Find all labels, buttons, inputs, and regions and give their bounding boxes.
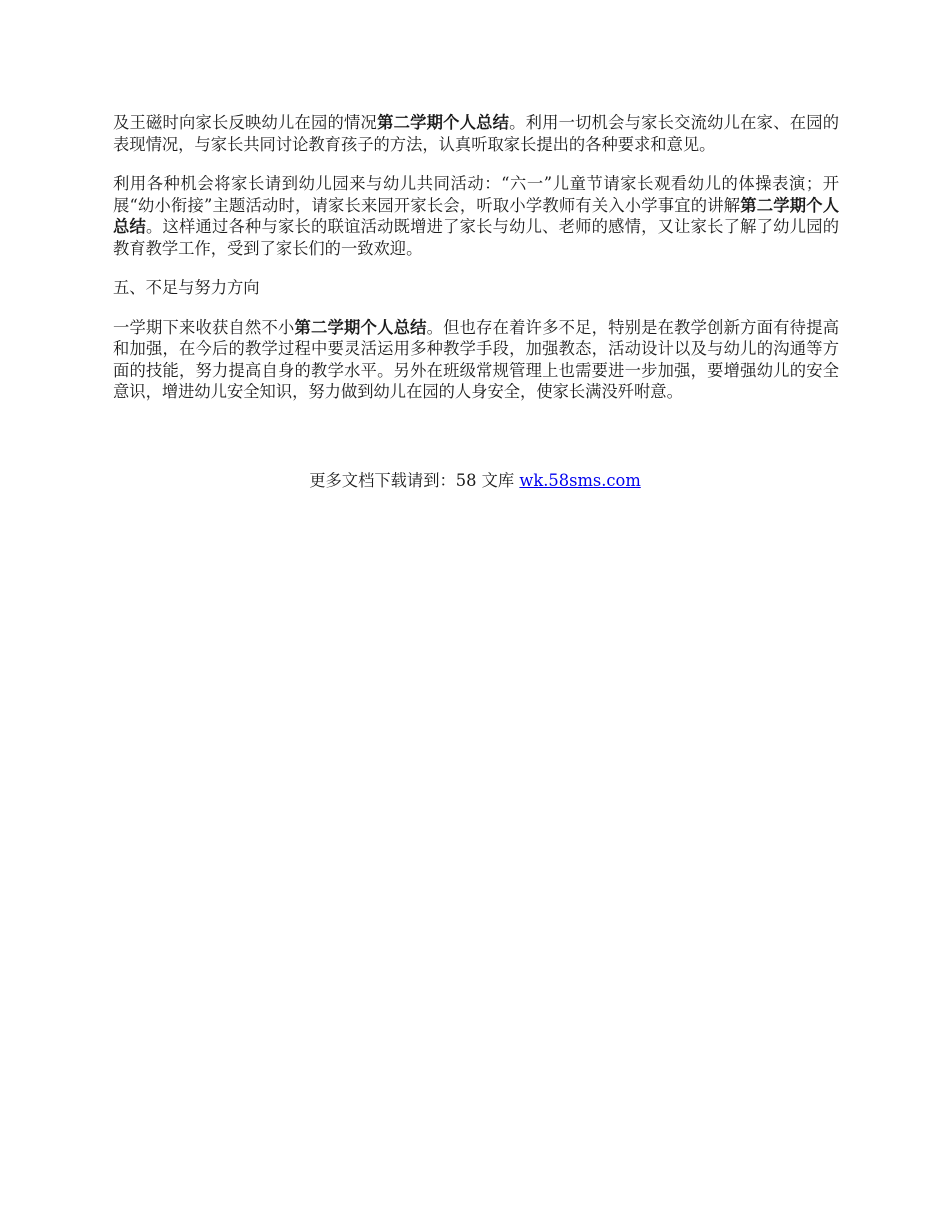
- paragraph-parent-communication: [113, 112, 839, 155]
- inline-bold-title: 第二学期个人总结: [294, 317, 427, 337]
- paragraph-text: 利用各种机会将家长请到幼儿园来与幼儿共同活动：“六一”儿童节请家长观看幼儿的体操表演；开展“幼小衔接”主题活动时，请家长来园开家长会，听取小学教师有关入小学事宜的讲解: [113, 174, 839, 215]
- paragraph-text: 及王磁时向家长反映幼儿在园的情况: [113, 113, 378, 132]
- inline-bold-title: 第二学期个人总结: [377, 113, 510, 132]
- download-footer: [0, 470, 950, 492]
- paragraph-parent-activities: [113, 173, 839, 259]
- footer-text: 更多文档下载请到：58 文库: [309, 471, 520, 490]
- paragraph-text: 一学期下来收获自然不小: [113, 317, 295, 337]
- section-heading: 五、不足与努力方向: [113, 278, 260, 297]
- document-body: [113, 112, 839, 421]
- paragraph-text: 。这样通过各种与家长的联谊活动既增进了家长与幼儿、老师的感情，又让家长了解了幼儿园的教育教学工作，受到了家长们的一致欢迎。: [113, 217, 839, 258]
- footer-link[interactable]: wk.58sms.com: [519, 471, 641, 490]
- paragraph-text: 。利用一切机会与家长交流幼儿在家、在园的表现情况，与家长共同讨论教育孩子的方法，认真听取家长提出的各种要求和意见。: [113, 113, 839, 154]
- inline-bold-title: 第二学期个人总结: [113, 195, 839, 236]
- paragraph-shortcomings: [113, 317, 839, 403]
- paragraph-text: 。但也存在着许多不足，特别是在教学创新方面有待提高和加强，在今后的教学过程中要灵活运用多种教学手段，加强教态，活动设计以及与幼儿的沟通等方面的技能，努力提高自身的教学水平。另外在班级常规管理上也需要进一步加强，要增强幼儿的安全意识，增进幼儿安全知识，努力做到幼儿在园的人身安全，使家长满没歼咐意。: [113, 317, 839, 401]
